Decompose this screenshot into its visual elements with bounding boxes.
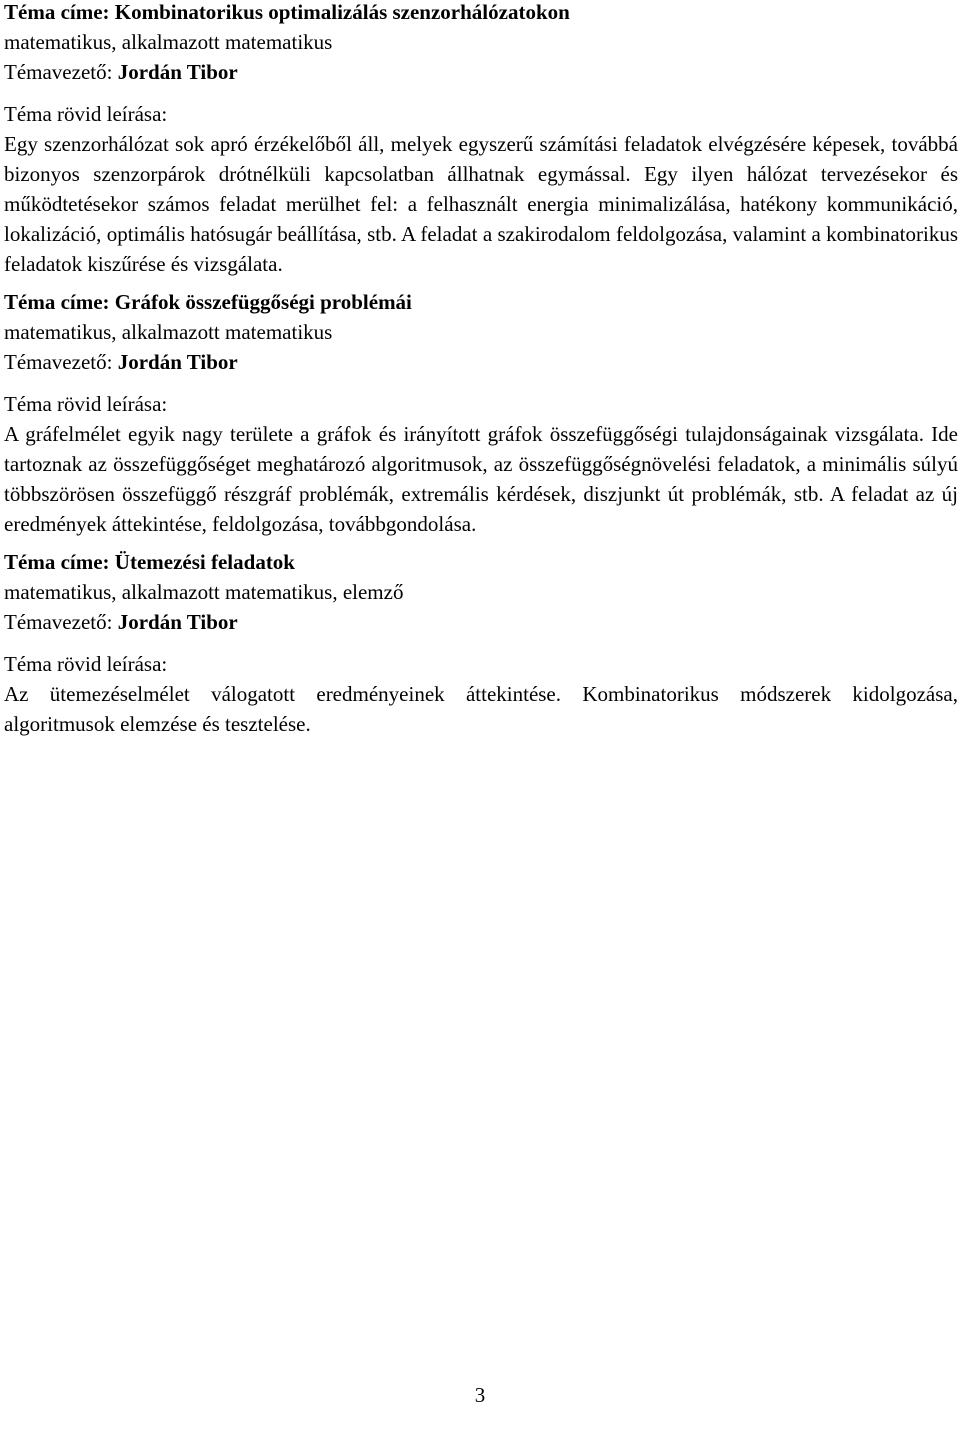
topic-3 xyxy=(4,547,958,739)
topic-audience: matematikus, alkalmazott matematikus xyxy=(4,30,333,54)
supervisor-name: Jordán Tibor xyxy=(117,610,238,634)
supervisor-label: Témavezető: xyxy=(4,610,113,634)
supervisor-label: Témavezető: xyxy=(4,60,113,84)
description-label: Téma rövid leírása: xyxy=(4,652,168,676)
topic-title: Gráfok összefüggőségi problémái xyxy=(114,290,412,314)
topic-audience: matematikus, alkalmazott matematikus xyxy=(4,320,333,344)
topic-description: A gráfelmélet egyik nagy területe a gráfok és irányított gráfok összefüggőségi tulajdonságainak vizsgálata. Ide tartoznak az összefüggőséget meghatározó algoritmusok, az összefüggőségnövelési feladatok, a minimális súlyú többszörösen összefüggő részgráf problémák, extremális kérdések, diszjunkt út problémák, stb. A feladat az új eredmények áttekintése, feldolgozása, továbbgondolása. xyxy=(4,422,958,536)
topic-title-line xyxy=(4,0,958,27)
document-page xyxy=(4,0,958,739)
supervisor-label: Témavezető: xyxy=(4,350,113,374)
topic-supervisor-line xyxy=(4,607,958,637)
page-number: 3 xyxy=(474,1383,486,1407)
topic-supervisor-line xyxy=(4,347,958,377)
topic-2 xyxy=(4,287,958,539)
topic-title-line xyxy=(4,287,958,317)
topic-audience: matematikus, alkalmazott matematikus, elemző xyxy=(4,580,404,604)
supervisor-name: Jordán Tibor xyxy=(117,350,238,374)
topic-title-label: Téma címe: xyxy=(4,0,110,24)
topic-description: Az ütemezéselmélet válogatott eredményeinek áttekintése. Kombinatorikus módszerek kidolgozása, algoritmusok elemzése és tesztelése. xyxy=(4,682,958,736)
topic-description: Egy szenzorhálózat sok apró érzékelőből áll, melyek egyszerű számítási feladatok elvégzésére képesek, továbbá bizonyos szenzorpárok drótnélküli kapcsolatban állhatnak egymással. Egy ilyen hálózat tervezésekor és működtetésekor számos feladat merülhet fel: a felhasznált energia minimalizálása, hatékony kommunikáció, lokalizáció, optimális hatósugár beállítása, stb. A feladat a szakirodalom feldolgozása, valamint a kombinatorikus feladatok kiszűrése és vizsgálata. xyxy=(4,132,958,276)
topic-title-line xyxy=(4,547,958,577)
topic-1 xyxy=(4,0,958,279)
topic-title: Ütemezési feladatok xyxy=(114,550,295,574)
description-label: Téma rövid leírása: xyxy=(4,392,168,416)
supervisor-name: Jordán Tibor xyxy=(117,60,238,84)
topic-supervisor-line xyxy=(4,57,958,87)
topic-title: Kombinatorikus optimalizálás szenzorhálózatokon xyxy=(114,0,570,24)
topic-title-label: Téma címe: xyxy=(4,550,110,574)
topic-title-label: Téma címe: xyxy=(4,290,110,314)
description-label: Téma rövid leírása: xyxy=(4,102,168,126)
